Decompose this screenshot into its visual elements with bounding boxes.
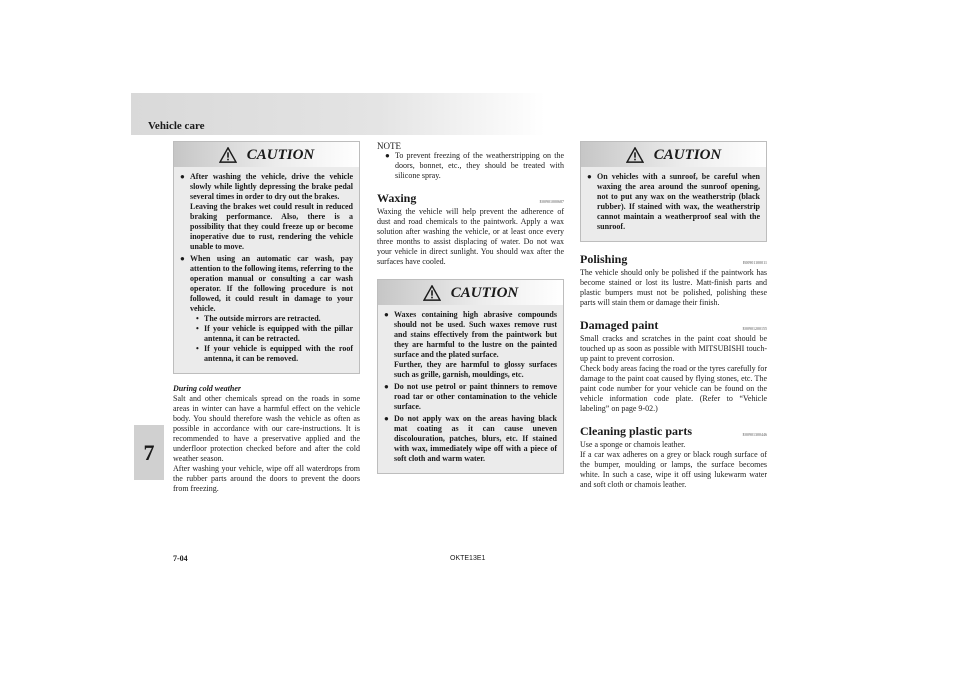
caution-body — [378, 305, 563, 473]
cleaning-plastic-code: E00901300446 — [742, 432, 767, 437]
page-number: 7-04 — [173, 554, 188, 563]
waxing-text: Waxing the vehicle will help prevent the adherence of dust and road chemicals to the paintwork. Apply a wax solution after washing the vehicle, or at least once every three months to assist displacing of water. Do not wax your vehicle in direct sunlight. You should wax after the surfaces have cooled. — [377, 207, 564, 266]
caution-text: After washing the vehicle, drive the vehicle slowly while lightly depressing the brake pedal several times in order to dry out the brakes. — [190, 172, 353, 201]
caution-text: When using an automatic car wash, pay attention to the following items, referring to the operation manual or consulting a car wash operator. If the following procedure is not followed, it could result in damage to your vehicle. — [190, 254, 353, 313]
waxing-code: E00901000687 — [539, 199, 564, 204]
cleaning-plastic-title: Cleaning plastic parts — [580, 424, 693, 438]
caution-box — [580, 141, 767, 242]
bullet-icon: ● — [587, 172, 592, 181]
caution-header — [581, 142, 766, 167]
sub-item-text: If your vehicle is equipped with the roof antenna, it can be removed. — [204, 344, 353, 363]
polishing-heading — [580, 252, 767, 266]
caution-text: Waxes containing high abrasive compounds should not be used. Such waxes remove rust and stains effectively from the paintwork but they are harmful to the lustre on the painted surface and the plated surface. — [394, 310, 557, 359]
column-middle — [377, 141, 564, 484]
caution-text: Leaving the brakes wet could result in reduced braking performance. Also, there is a possibility that they could freeze up or become inoperative due to rust, rendering the vehicle unable to move. — [190, 202, 353, 251]
bullet-icon: ● — [180, 172, 185, 181]
damaged-paint-text: Check body areas facing the road or the tyres carefully for damage to the paint coat caused by flying stones, etc. The paint code number for your vehicle can be found on the vehicle information code plate. (Refer to “Vehicle labeling” on page 9-02.) — [580, 364, 767, 413]
sub-item: • The outside mirrors are retracted. — [196, 314, 321, 323]
waxing-title: Waxing — [377, 191, 417, 205]
sub-item: • If your vehicle is equipped with the roof antenna, it can be removed. — [196, 344, 353, 363]
cleaning-plastic-heading — [580, 424, 767, 438]
polishing-title: Polishing — [580, 252, 628, 266]
caution-body — [174, 167, 359, 373]
caution-text: Do not apply wax on the areas having black mat coating as it can cause uneven discolouration, patches, blurs, etc. If stained with wax, immediately wipe off with a piece of soft cloth and warm water. — [394, 414, 557, 463]
sub-item-text: The outside mirrors are retracted. — [204, 314, 321, 323]
warning-triangle-icon — [423, 285, 441, 301]
document-code: OKTE13E1 — [450, 555, 486, 562]
caution-body — [581, 167, 766, 241]
caution-item — [180, 254, 353, 364]
caution-header — [174, 142, 359, 167]
caution-title: CAUTION — [653, 146, 722, 163]
bullet-icon: ● — [384, 310, 389, 319]
damaged-paint-code: E00901200155 — [742, 326, 767, 331]
sub-item-text: If your vehicle is equipped with the pillar antenna, it can be retracted. — [204, 324, 353, 343]
caution-box — [173, 141, 360, 374]
after-wash-text: After washing your vehicle, wipe off all waterdrops from the rubber parts around the doors to prevent the doors from freezing. — [173, 464, 360, 493]
note-item — [377, 151, 564, 181]
caution-title: CAUTION — [246, 146, 315, 163]
damaged-paint-heading — [580, 318, 767, 332]
caution-item — [587, 172, 760, 232]
bullet-icon: ● — [384, 414, 389, 423]
chapter-tab — [134, 425, 164, 480]
sub-item: • If your vehicle is equipped with the pillar antenna, it can be retracted. — [196, 324, 353, 343]
caution-title: CAUTION — [450, 284, 519, 301]
caution-header — [378, 280, 563, 305]
bullet-icon: ● — [384, 382, 389, 391]
column-right — [580, 141, 767, 490]
cold-weather-heading: During cold weather — [173, 384, 242, 393]
bullet-icon: ● — [180, 254, 185, 263]
cleaning-plastic-text: If a car wax adheres on a grey or black rough surface of the bumper, moulding or lamps, the surface becomes white. In such a case, wipe it off using lukewarm water and soft cloth or chamois leather. — [580, 450, 767, 489]
warning-triangle-icon — [219, 147, 237, 163]
caution-item — [180, 172, 353, 252]
caution-text: Do not use petrol or paint thinners to remove road tar or other contamination to the vehicle surface. — [394, 382, 557, 411]
caution-text: On vehicles with a sunroof, be careful when waxing the area around the sunroof opening, not to put any wax on the weatherstrip (black rubber). If stained with wax, the weatherstrip cannot maintain a weatherproof seal with the sunroof. — [597, 172, 760, 231]
chapter-number: 7 — [143, 439, 155, 465]
polishing-code: E00901100011 — [742, 260, 767, 265]
cold-weather-text: Salt and other chemicals spread on the roads in some areas in winter can have a harmful effect on the vehicle body. You should therefore wash the vehicle as often as possible in accordance with our care-instructions. It is recommended to have a preservative applied and the underfloor protection checked before and after the cold weather season. — [173, 394, 360, 463]
damaged-paint-text: Small cracks and scratches in the paint coat should be touched up as soon as possible with MITSUBISHI touch-up paint to prevent corrosion. — [580, 334, 767, 363]
caution-item — [384, 382, 557, 412]
cleaning-plastic-text: Use a sponge or chamois leather. — [580, 440, 686, 449]
section-title: Vehicle care — [148, 120, 205, 132]
note-text: To prevent freezing of the weatherstripping on the doors, bonnet, etc., they should be treated with silicone spray. — [395, 151, 564, 180]
note-label: NOTE — [377, 141, 401, 151]
caution-box — [377, 279, 564, 474]
caution-item — [384, 310, 557, 380]
damaged-paint-title: Damaged paint — [580, 318, 659, 332]
waxing-heading — [377, 191, 564, 205]
column-left — [173, 141, 360, 494]
bullet-icon: ● — [385, 151, 390, 160]
warning-triangle-icon — [626, 147, 644, 163]
caution-text: Further, they are harmful to glossy surfaces such as grille, garnish, mouldings, etc. — [394, 360, 557, 379]
caution-item — [384, 414, 557, 464]
polishing-text: The vehicle should only be polished if the paintwork has become stained or lost its lustre. Matt-finish parts and plastic bumpers must not be polished, polishing these parts will stain them or damage their finish. — [580, 268, 767, 307]
